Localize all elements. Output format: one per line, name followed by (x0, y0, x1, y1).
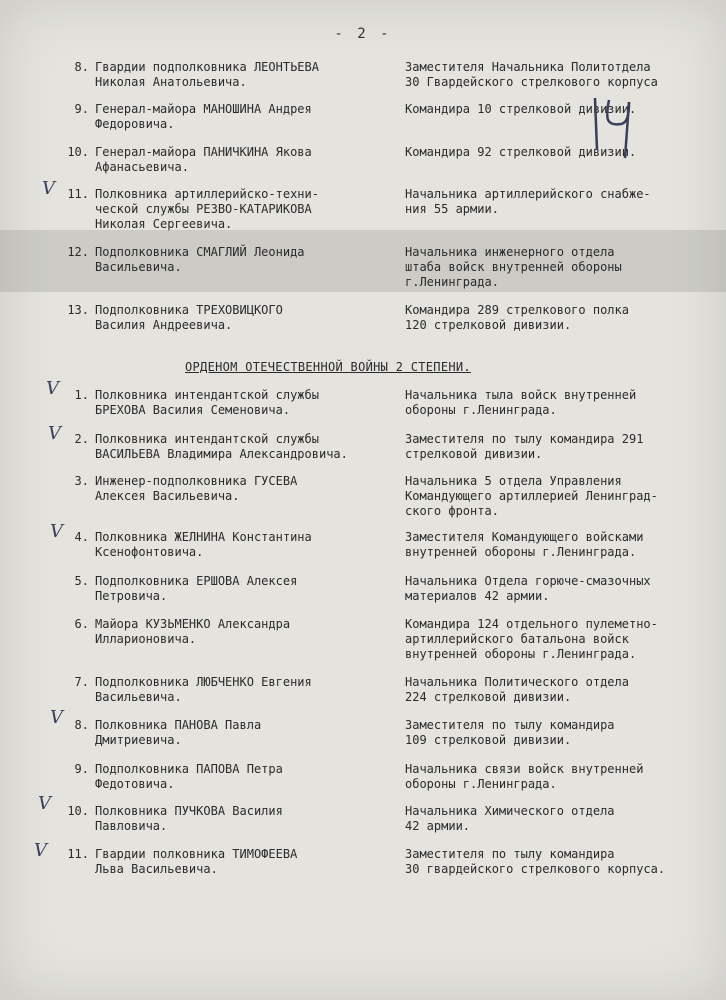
awardee-name (95, 432, 395, 462)
check-mark-5: V (50, 707, 63, 728)
awardee-position (405, 847, 705, 877)
position-line: Командира 289 стрелкового полка (405, 303, 629, 317)
position-line: Начальника Химического отдела (405, 804, 615, 818)
name-line: ческой службы РЕЗВО-КАТАРИКОВА (95, 202, 312, 216)
position-line: Начальника артиллерийского снабже- (405, 187, 651, 201)
awardee-name (95, 145, 395, 175)
item-number: 11. (67, 847, 89, 861)
name-line: Подполковника ЛЮБЧЕНКО Евгения (95, 675, 312, 689)
position-line: штаба войск внутренней обороны (405, 260, 622, 274)
check-mark-6: V (38, 793, 51, 814)
position-line: 42 армии. (405, 819, 471, 833)
awardee-position (405, 675, 705, 705)
page-number: - 2 - (334, 26, 392, 42)
check-mark-3: V (48, 423, 61, 444)
item-number: 10. (67, 145, 89, 159)
awardee-name (95, 245, 395, 275)
item-number: 7. (74, 675, 89, 689)
item-number: 12. (67, 245, 89, 259)
position-line: Командира 124 отдельного пулеметно- (405, 617, 658, 631)
name-line: ВАСИЛЬЕВА Владимира Александровича. (95, 447, 348, 461)
awardee-position (405, 762, 705, 792)
name-line: Полковника ПАНОВА Павла (95, 718, 262, 732)
name-line: Инженер-подполковника ГУСЕВА (95, 474, 298, 488)
position-line: Начальника Отдела горюче-смазочных (405, 574, 651, 588)
name-line: Ксенофонтовича. (95, 545, 204, 559)
awardee-name (95, 60, 395, 90)
item-number: 9. (74, 102, 89, 116)
awardee-name (95, 762, 395, 792)
position-line: обороны г.Ленинграда. (405, 777, 557, 791)
position-line: г.Ленинграда. (405, 275, 499, 289)
name-line: Федотовича. (95, 777, 175, 791)
name-line: Генерал-майора ПАНИЧКИНА Якова (95, 145, 312, 159)
item-number: 9. (74, 762, 89, 776)
name-line: Майора КУЗЬМЕНКО Александра (95, 617, 291, 631)
position-line: внутренней обороны г.Ленинграда. (405, 545, 637, 559)
position-line: Командира 10 стрелковой дивизии. (405, 102, 637, 116)
name-line: Полковника ПУЧКОВА Василия (95, 804, 283, 818)
check-mark-4: V (50, 521, 63, 542)
name-line: Генерал-майора МАНОШИНА Андрея (95, 102, 312, 116)
name-line: Дмитриевича. (95, 733, 182, 747)
position-line: ния 55 армии. (405, 202, 499, 216)
awardee-position (405, 145, 705, 160)
name-line: Подполковника ЕРШОВА Алексея (95, 574, 298, 588)
item-number: 3. (74, 474, 89, 488)
name-line: Полковника артиллерийско-техни- (95, 187, 319, 201)
name-line: Васильевича. (95, 260, 182, 274)
item-number: 2. (74, 432, 89, 446)
awardee-name (95, 187, 395, 232)
item-number: 5. (74, 574, 89, 588)
name-line: Льва Васильевича. (95, 862, 218, 876)
name-line: Петровича. (95, 589, 168, 603)
name-line: Николая Сергеевича. (95, 217, 233, 231)
name-line: Афанасьевича. (95, 160, 189, 174)
awardee-name (95, 474, 395, 504)
awardee-name (95, 303, 395, 333)
awardee-position (405, 574, 705, 604)
position-line: 30 Гвардейского стрелкового корпуса (405, 75, 658, 89)
position-line: Заместителя по тылу командира (405, 847, 615, 861)
position-line: Начальника 5 отдела Управления (405, 474, 622, 488)
item-number: 1. (74, 388, 89, 402)
position-line: Командира 92 стрелковой дивизии. (405, 145, 637, 159)
position-line: стрелковой дивизии. (405, 447, 543, 461)
name-line: Николая Анатольевича. (95, 75, 247, 89)
position-line: Начальника Политического отдела (405, 675, 629, 689)
position-line: артиллерийского батальона войск (405, 632, 629, 646)
position-line: 30 гвардейского стрелкового корпуса. (405, 862, 666, 876)
handwritten-number-stamp (585, 90, 645, 160)
check-mark-1: V (42, 178, 55, 199)
awardee-name (95, 388, 395, 418)
position-line: Начальника связи войск внутренней (405, 762, 644, 776)
name-line: Подполковника СМАГЛИЙ Леонида (95, 245, 305, 259)
item-number: 13. (67, 303, 89, 317)
awardee-name (95, 574, 395, 604)
awardee-name (95, 718, 395, 748)
name-line: Алексея Васильевича. (95, 489, 240, 503)
name-line: Федоровича. (95, 117, 175, 131)
position-line: Заместителя Командующего войсками (405, 530, 644, 544)
name-line: Полковника интендантской службы (95, 388, 319, 402)
awardee-position (405, 474, 705, 519)
position-line: 120 стрелковой дивизии. (405, 318, 572, 332)
item-number: 8. (74, 60, 89, 74)
position-line: внутренней обороны г.Ленинграда. (405, 647, 637, 661)
awardee-name (95, 530, 395, 560)
name-line: Гвардии полковника ТИМОФЕЕВА (95, 847, 298, 861)
item-number: 6. (74, 617, 89, 631)
item-number: 10. (67, 804, 89, 818)
awardee-name (95, 847, 395, 877)
awardee-position (405, 617, 705, 662)
position-line: 109 стрелковой дивизии. (405, 733, 572, 747)
position-line: обороны г.Ленинграда. (405, 403, 557, 417)
check-mark-7: V (34, 840, 47, 861)
name-line: Полковника ЖЕЛНИНА Константина (95, 530, 312, 544)
position-line: ского фронта. (405, 504, 499, 518)
name-line: БРЕХОВА Василия Семеновича. (95, 403, 291, 417)
awardee-position (405, 102, 705, 117)
position-line: Заместителя по тылу командира 291 (405, 432, 644, 446)
name-line: Василия Андреевича. (95, 318, 233, 332)
name-line: Полковника интендантской службы (95, 432, 319, 446)
awardee-position (405, 245, 705, 290)
awardee-name (95, 804, 395, 834)
name-line: Павловича. (95, 819, 168, 833)
name-line: Гвардии подполковника ЛЕОНТЬЕВА (95, 60, 319, 74)
name-line: Илларионовича. (95, 632, 197, 646)
awardee-position (405, 530, 705, 560)
name-line: Васильевича. (95, 690, 182, 704)
awardee-position (405, 432, 705, 462)
awardee-name (95, 675, 395, 705)
check-mark-2: V (46, 378, 59, 399)
awardee-name (95, 617, 395, 647)
position-line: материалов 42 армии. (405, 589, 550, 603)
awardee-name (95, 102, 395, 132)
awardee-position (405, 60, 705, 90)
section-heading: ОРДЕНОМ ОТЕЧЕСТВЕННОЙ ВОЙНЫ 2 СТЕПЕНИ. (185, 360, 471, 374)
position-line: Заместителя Начальника Политотдела (405, 60, 651, 74)
item-number: 8. (74, 718, 89, 732)
awardee-position (405, 718, 705, 748)
awardee-position (405, 804, 705, 834)
awardee-position (405, 388, 705, 418)
name-line: Подполковника ТРЕХОВИЦКОГО (95, 303, 283, 317)
position-line: Начальника тыла войск внутренней (405, 388, 637, 402)
awardee-position (405, 303, 705, 333)
awardee-position (405, 187, 705, 217)
item-number: 4. (74, 530, 89, 544)
name-line: Подполковника ПАПОВА Петра (95, 762, 283, 776)
position-line: Заместителя по тылу командира (405, 718, 615, 732)
position-line: 224 стрелковой дивизии. (405, 690, 572, 704)
item-number: 11. (67, 187, 89, 201)
position-line: Начальника инженерного отдела (405, 245, 615, 259)
position-line: Командующего артиллерией Ленинград- (405, 489, 658, 503)
